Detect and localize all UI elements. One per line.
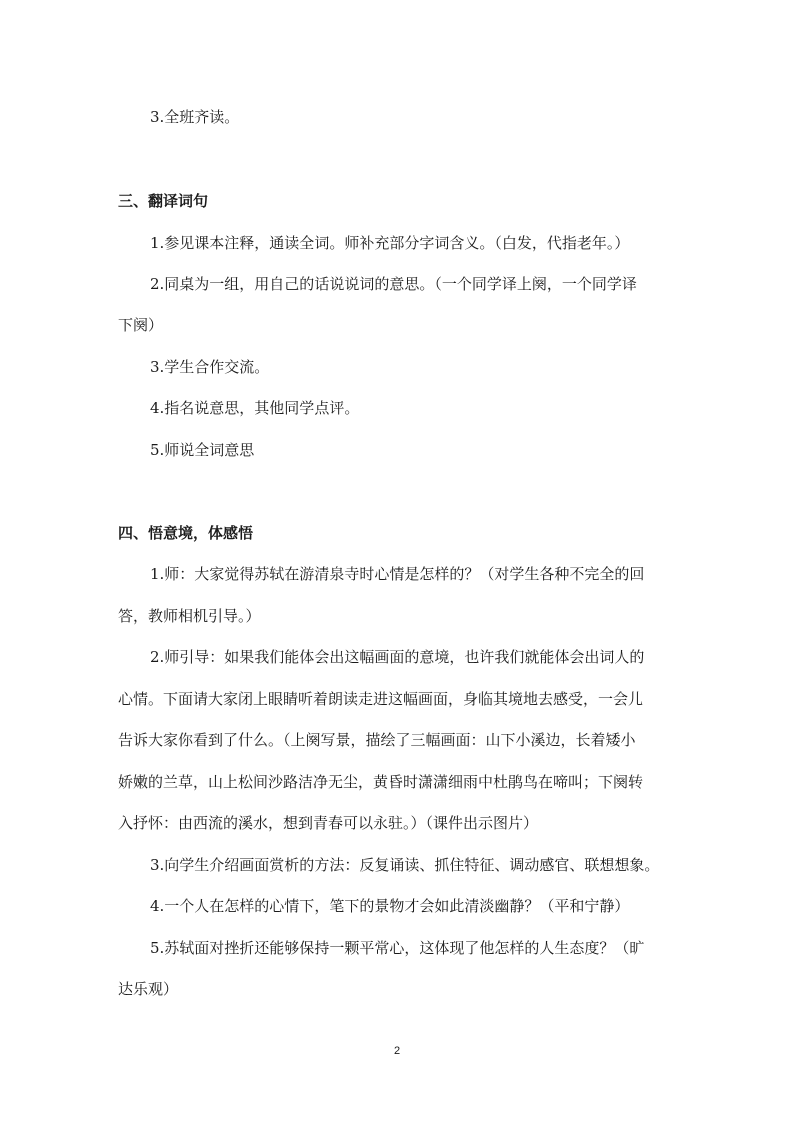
mood-step-5: 5.苏轼面对挫折还能够保持一颗平常心，这体现了他怎样的人生态度？（旷 <box>150 939 645 957</box>
section-heading-mood: 四、悟意境，体感悟 <box>118 524 254 542</box>
page-number: 2 <box>393 1045 401 1057</box>
section-heading-translate: 三、翻译词句 <box>118 192 209 210</box>
translate-step-5: 5.师说全词意思 <box>150 441 255 459</box>
mood-step-4: 4.一个人在怎样的心情下，笔下的景物才会如此清淡幽静？（平和宁静） <box>150 897 630 915</box>
translate-step-2-cont: 下阕） <box>118 316 164 334</box>
mood-step-3: 3.向学生介绍画面赏析的方法：反复诵读、抓住特征、调动感官、联想想象。 <box>150 856 660 874</box>
mood-step-5-cont: 达乐观） <box>118 980 179 998</box>
mood-step-2-cont-3: 娇嫩的兰草，山上松间沙路洁净无尘，黄昏时潇潇细雨中杜鹃鸟在啼叫；下阕转 <box>118 773 644 791</box>
mood-step-1: 1.师：大家觉得苏轼在游清泉寺时心情是怎样的？（对学生各种不完全的回 <box>150 565 645 583</box>
translate-step-3: 3.学生合作交流。 <box>150 358 270 376</box>
mood-step-2-cont-2: 告诉大家你看到了什么。（上阕写景，描绘了三幅画面：山下小溪边，长着矮小 <box>118 731 636 749</box>
translate-step-4: 4.指名说意思，其他同学点评。 <box>150 399 360 417</box>
translate-step-1: 1.参见课本注释，通读全词。师补充部分字词含义。（白发，代指老年。） <box>150 234 630 252</box>
translate-step-2: 2.同桌为一组，用自己的话说说词的意思。（一个同学译上阕，一个同学译 <box>150 275 637 293</box>
mood-step-1-cont: 答，教师相机引导。） <box>118 607 261 625</box>
mood-step-2: 2.师引导：如果我们能体会出这幅画面的意境，也许我们就能体会出词人的 <box>150 648 645 666</box>
mood-step-2-cont-1: 心情。下面请大家闭上眼睛听着朗读走进这幅画面，身临其境地去感受，一会儿 <box>118 690 644 708</box>
step-3-class-reading: 3.全班齐读。 <box>150 108 240 126</box>
mood-step-2-cont-4: 入抒怀：由西流的溪水，想到青春可以永驻。）（课件出示图片） <box>118 814 539 832</box>
